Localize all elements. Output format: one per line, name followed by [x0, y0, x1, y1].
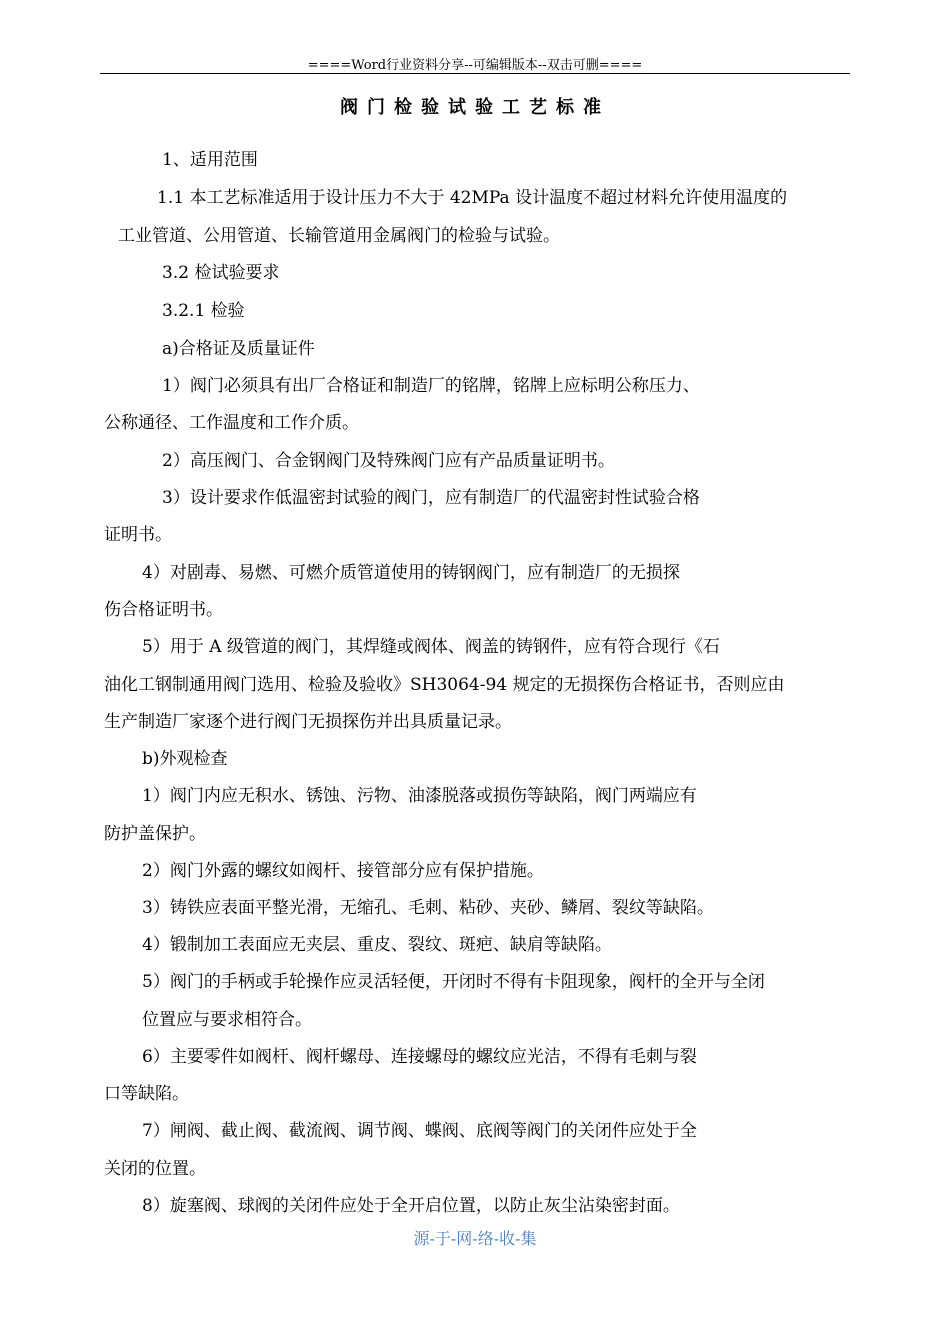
header-rule — [100, 73, 850, 74]
list-item-line: 关闭的位置。 — [104, 1159, 206, 1179]
list-item-line: 5）阀门的手柄或手轮操作应灵活轻便，开闭时不得有卡阻现象，阀杆的全开与全闭 — [142, 972, 765, 992]
page-header-banner: ====Word行业资料分享--可编辑版本--双击可删==== — [307, 58, 643, 73]
list-item-line: 4）锻制加工表面应无夹层、重皮、裂纹、斑疤、缺肩等缺陷。 — [142, 935, 612, 955]
list-item-line: 油化工钢制通用阀门选用、检验及验收》SH3064-94 规定的无损探伤合格证书，否则应由 — [104, 675, 785, 695]
list-item-line: 5）用于 A 级管道的阀门，其焊缝或阀体、阀盖的铸钢件，应有符合现行《石 — [142, 637, 720, 657]
section-heading: 1、适用范围 — [162, 150, 258, 170]
list-item-line: 公称通径、工作温度和工作介质。 — [104, 413, 359, 433]
list-item-line: 7）闸阀、截止阀、截流阀、调节阀、蝶阀、底阀等阀门的关闭件应处于全 — [142, 1121, 697, 1141]
list-item-line: 2）阀门外露的螺纹如阀杆、接管部分应有保护措施。 — [142, 861, 544, 881]
list-item-line: 位置应与要求相符合。 — [142, 1010, 312, 1030]
section-heading: 3.2 检试验要求 — [162, 263, 280, 283]
list-item-line: 4）对剧毒、易燃、可燃介质管道使用的铸钢阀门，应有制造厂的无损探 — [142, 563, 680, 583]
footer-source-note: 源-于-网-络-收-集 — [413, 1229, 537, 1248]
subsection-heading: a)合格证及质量证件 — [162, 339, 315, 359]
list-item-line: 防护盖保护。 — [104, 824, 206, 844]
list-item-line: 伤合格证明书。 — [104, 600, 223, 620]
list-item-line: 6）主要零件如阀杆、阀杆螺母、连接螺母的螺纹应光洁，不得有毛刺与裂 — [142, 1047, 697, 1067]
subsection-heading: b)外观检查 — [142, 749, 228, 769]
list-item-line: 2）高压阀门、合金钢阀门及特殊阀门应有产品质量证明书。 — [162, 451, 615, 471]
document-title: 阀门检验试验工艺标准 — [340, 97, 610, 118]
list-item-line: 证明书。 — [104, 525, 172, 545]
list-item-line: 3）铸铁应表面平整光滑，无缩孔、毛刺、粘砂、夹砂、鳞屑、裂纹等缺陷。 — [142, 898, 714, 918]
list-item-line: 8）旋塞阀、球阀的关闭件应处于全开启位置，以防止灰尘沾染密封面。 — [142, 1196, 680, 1216]
list-item-line: 生产制造厂家逐个进行阀门无损探伤并出具质量记录。 — [104, 712, 512, 732]
list-item-line: 3）设计要求作低温密封试验的阀门，应有制造厂的代温密封性试验合格 — [162, 488, 700, 508]
paragraph-line: 工业管道、公用管道、长输管道用金属阀门的检验与试验。 — [118, 226, 560, 246]
paragraph-line: 1.1 本工艺标准适用于设计压力不大于 42MPa 设计温度不超过材料允许使用温度的 — [157, 188, 788, 208]
section-heading: 3.2.1 检验 — [162, 301, 245, 321]
list-item-line: 口等缺陷。 — [104, 1084, 189, 1104]
list-item-line: 1）阀门必须具有出厂合格证和制造厂的铭牌，铭牌上应标明公称压力、 — [162, 376, 700, 396]
list-item-line: 1）阀门内应无积水、锈蚀、污物、油漆脱落或损伤等缺陷，阀门两端应有 — [142, 786, 697, 806]
